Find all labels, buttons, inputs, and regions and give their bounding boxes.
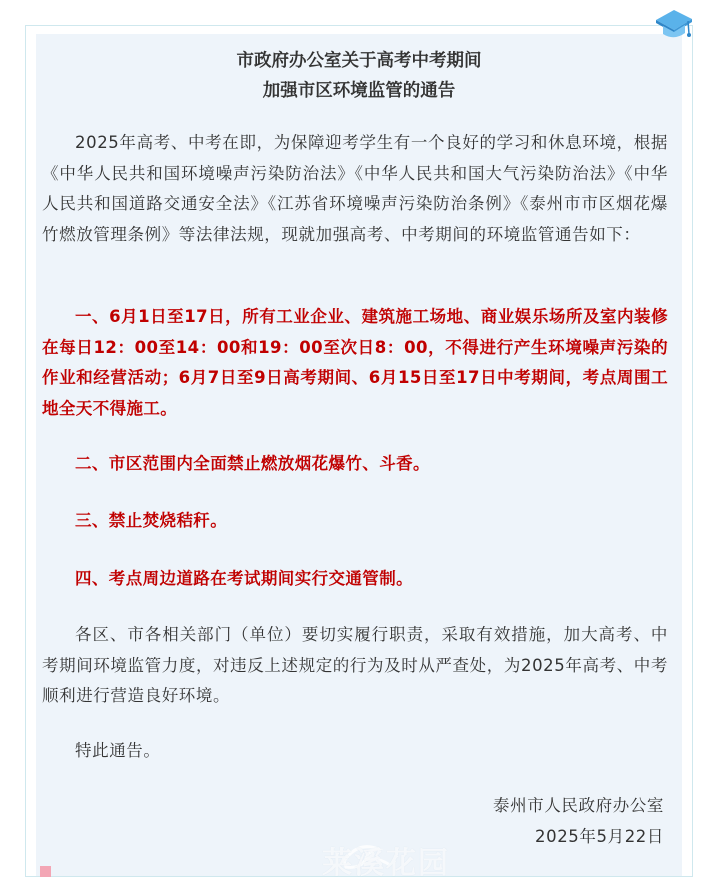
- notice-item-3: 三、禁止焚烧秸秆。: [75, 511, 228, 530]
- intro-paragraph: 2025年高考、中考在即，为保障迎考学生有一个良好的学习和休息环境，根据《中华人民共和国环境噪声污染防治法》《中华人民共和国大气污染防治法》《中华人民共和国道路交通安全法》《江苏省环境噪声污染防治条例》《泰州市市区烟花爆竹燃放管理条例》等法律法规，现就加强高考、中考期间的环境监管通告如下：: [42, 133, 668, 244]
- issuing-organization: 泰州市人民政府办公室: [493, 796, 664, 815]
- closing-line: 特此通告。: [75, 741, 161, 760]
- notice-item-1: 一、6月1日至17日，所有工业企业、建筑施工场地、商业娱乐场所及室内装修在每日12：00至14：00和19：00至次日8：00，不得进行产生环境噪声污染的作业和经营活动；6月7日至9日高考期间、6月15日至17日中考期间，考点周围工地全天不得施工。: [42, 307, 668, 418]
- corner-decoration: [40, 866, 51, 877]
- notice-title-line1: 市政府办公室关于高考中考期间: [236, 51, 482, 71]
- notice-item-4: 四、考点周边道路在考试期间实行交通管制。: [75, 569, 413, 588]
- notice-title-line2: 加强市区环境监管的通告: [262, 81, 456, 101]
- graduation-cap-icon: [652, 6, 694, 44]
- notice-item-2: 二、市区范围内全面禁止燃放烟花爆竹、斗香。: [75, 454, 430, 473]
- watermark-text: 莱溪花园: [322, 846, 450, 881]
- duty-paragraph: 各区、市各相关部门（单位）要切实履行职责，采取有效措施，加大高考、中考期间环境监管力度，对违反上述规定的行为及时从严查处，为2025年高考、中考顺利进行营造良好环境。: [42, 625, 668, 705]
- issue-date: 2025年5月22日: [535, 827, 664, 846]
